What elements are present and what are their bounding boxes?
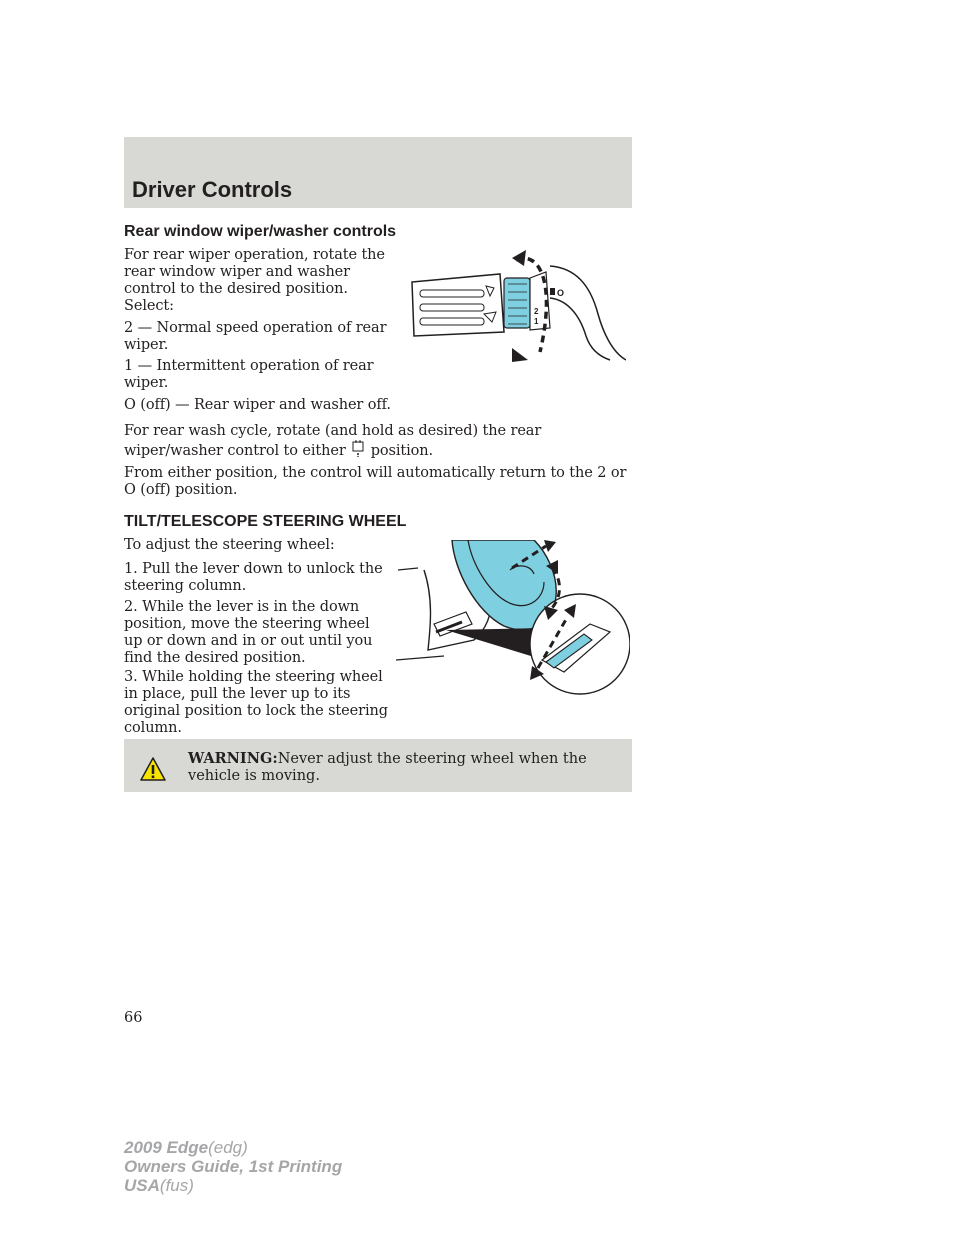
footer-printing: Owners Guide, 1st Printing <box>124 1157 343 1176</box>
steering-column-illustration <box>394 540 630 696</box>
rear-wiper-intro: For rear wiper operation, rotate the rear window wiper and washer control to the desired position. Select: <box>124 247 385 314</box>
warning-triangle-icon <box>140 757 166 781</box>
wash-cycle-text-before: For rear wash cycle, rotate (and hold as desired) the rear wiper/washer control to either <box>124 423 542 459</box>
option-off-text: O (off) — Rear wiper and washer off. <box>124 397 391 413</box>
return-position-text: From either position, the control will automatically return to the 2 or O (off) position. <box>124 465 627 498</box>
washer-icon <box>352 440 364 457</box>
dial-label-1: 1 <box>534 317 539 326</box>
option-2-text: 2 — Normal speed operation of rear wiper. <box>124 320 387 353</box>
dial-label-2: 2 <box>534 307 539 316</box>
rear-wiper-heading: Rear window wiper/washer controls <box>124 223 397 240</box>
rear-wiper-stalk-illustration <box>400 244 626 364</box>
steering-heading: TILT/TELESCOPE STEERING WHEEL <box>124 513 407 530</box>
steering-step-1: 1. Pull the lever down to unlock the steering column. <box>124 561 383 594</box>
dial-label-off: O <box>557 288 565 298</box>
footer-model: 2009 Edge <box>124 1138 209 1157</box>
warning-body: Never adjust the steering wheel when the vehicle is moving. <box>188 751 587 784</box>
steering-intro: To adjust the steering wheel: <box>124 537 335 553</box>
footer-market: USA <box>124 1176 160 1195</box>
steering-step-3: 3. While holding the steering wheel in place, pull the lever up to its original position to lock the steering column. <box>124 669 388 736</box>
steering-step-2: 2. While the lever is in the down position, move the steering wheel up or down and in or out until you find the desired position. <box>124 599 373 666</box>
section-title: Driver Controls <box>132 177 293 202</box>
footer-market-code: (fus) <box>159 1176 194 1195</box>
wash-cycle-text-after: position. <box>370 443 434 459</box>
warning-text <box>188 750 624 785</box>
footer-imprint <box>124 1138 342 1195</box>
page-number: 66 <box>124 1010 143 1026</box>
wash-cycle-text <box>124 423 632 460</box>
footer-model-code: (edg) <box>208 1138 248 1157</box>
warning-label: WARNING: <box>188 750 278 767</box>
option-1-text: 1 — Intermittent operation of rear wiper. <box>124 358 374 391</box>
